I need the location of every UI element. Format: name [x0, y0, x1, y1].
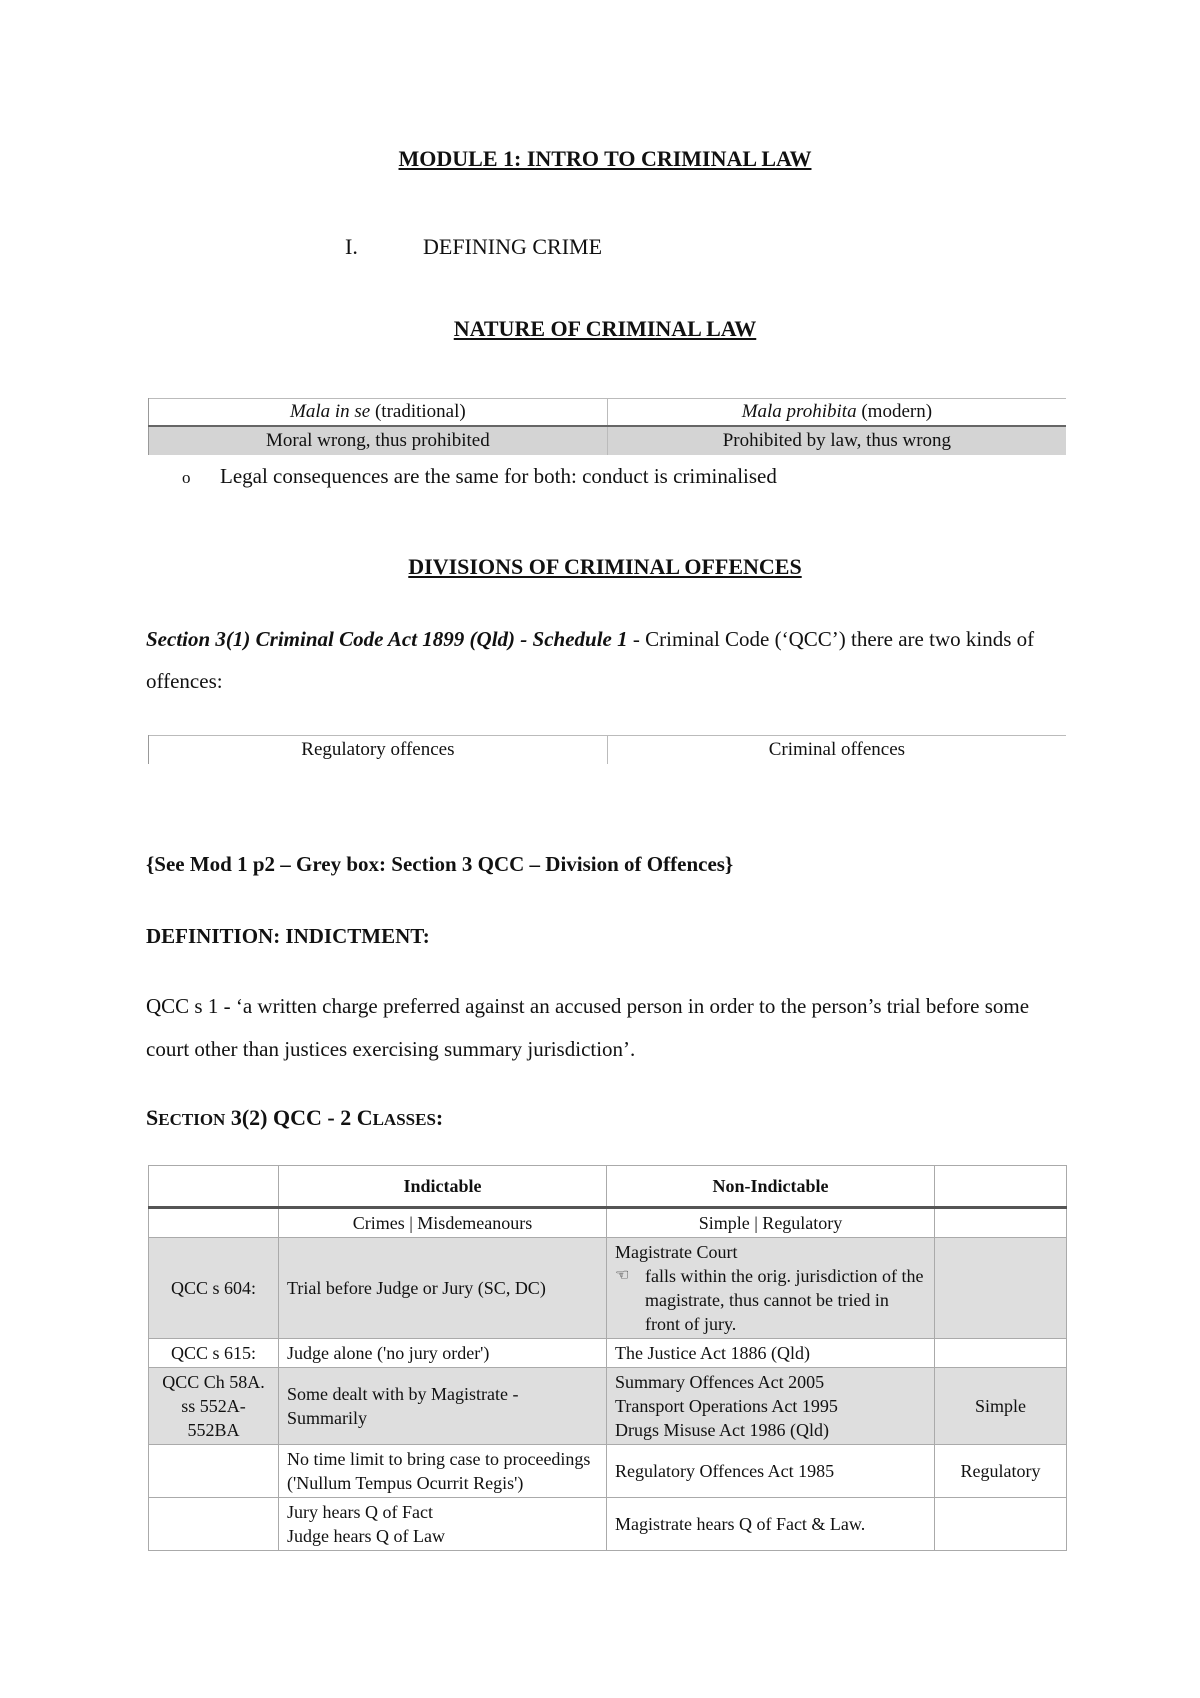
class-cell: [935, 1498, 1067, 1551]
regulatory-offences-cell: Regulatory offences: [149, 736, 608, 765]
non-indictable-cell: Magistrate Court ☜ falls within the orig. jurisdiction of the magistrate, thus cannot be tried in front of jury.: [607, 1238, 935, 1339]
non-indictable-cell: Magistrate hears Q of Fact & Law.: [607, 1498, 935, 1551]
section-label: DEFINING CRIME: [423, 234, 603, 259]
table-row: [149, 1339, 1067, 1368]
ref-cell: [149, 1445, 279, 1498]
ref-cell: [149, 1498, 279, 1551]
ref-cell: QCC Ch 58A. ss 552A-552BA: [149, 1368, 279, 1445]
non-indictable-cell: Regulatory Offences Act 1985: [607, 1445, 935, 1498]
class-cell: [935, 1238, 1067, 1339]
nature-heading: NATURE OF CRIMINAL LAW: [453, 316, 757, 341]
indictable-sub: Crimes | Misdemeanours: [279, 1208, 607, 1238]
bullet-mark: o: [182, 468, 191, 487]
indictable-cell: Trial before Judge or Jury (SC, DC): [279, 1238, 607, 1339]
table-row: [149, 1368, 1067, 1445]
non-indictable-header: Non-Indictable: [607, 1166, 935, 1208]
indictable-cell: Some dealt with by Magistrate - Summarily: [279, 1368, 607, 1445]
mala-prohibita-header: Mala prohibita (modern): [607, 399, 1066, 427]
page-title: MODULE 1: INTRO TO CRIMINAL LAW: [398, 146, 812, 171]
section-number: I.: [345, 234, 358, 259]
section-3-citation: Section 3(1) Criminal Code Act 1899 (Qld) - Schedule 1: [146, 627, 628, 651]
non-indictable-cell: Summary Offences Act 2005 Transport Operations Act 1995 Drugs Misuse Act 1986 (Qld): [607, 1368, 935, 1445]
class-cell: [935, 1339, 1067, 1368]
definition-text: QCC s 1 - ‘a written charge preferred against an accused person in order to the person’s trial before some court other than justices exercising summary jurisdiction’.: [146, 994, 1030, 1061]
classes-header-row: [149, 1166, 1067, 1208]
see-mod-note: {See Mod 1 p2 – Grey box: Section 3 QCC – Division of Offences}: [146, 852, 734, 876]
classes-sub-row: [149, 1208, 1067, 1238]
bullet-text: Legal consequences are the same for both: conduct is criminalised: [220, 464, 777, 488]
mala-in-se-header: Mala in se (traditional): [149, 399, 608, 427]
pointing-hand-icon: ☜: [615, 1267, 630, 1284]
ref-cell: QCC s 615:: [149, 1339, 279, 1368]
section-3-paragraph: [146, 618, 1066, 702]
section-3-text: - Criminal Code (‘QCC’) there are two kinds of offences:: [146, 627, 1035, 693]
class-cell: Simple: [935, 1368, 1067, 1445]
non-indictable-cell: The Justice Act 1886 (Qld): [607, 1339, 935, 1368]
offence-kinds-table: [148, 735, 1066, 764]
non-indictable-sub: Simple | Regulatory: [607, 1208, 935, 1238]
classes-table: [148, 1165, 1067, 1551]
indictable-cell: No time limit to bring case to proceedings ('Nullum Tempus Ocurrit Regis'): [279, 1445, 607, 1498]
indictable-header: Indictable: [279, 1166, 607, 1208]
mala-table: [148, 398, 1066, 455]
bullet-item: [182, 464, 777, 489]
classes-heading: SECTION 3(2) QCC - 2 CLASSES:: [146, 1105, 444, 1130]
table-row: [149, 1238, 1067, 1339]
ref-cell: QCC s 604:: [149, 1238, 279, 1339]
mala-in-se-cell: Moral wrong, thus prohibited: [149, 426, 608, 455]
criminal-offences-cell: Criminal offences: [768, 739, 906, 760]
indictable-cell: Judge alone ('no jury order'): [279, 1339, 607, 1368]
section-heading: [345, 234, 602, 260]
indictable-cell: Jury hears Q of Fact Judge hears Q of Law: [279, 1498, 607, 1551]
definition-heading: DEFINITION: INDICTMENT:: [146, 924, 430, 948]
table-row: [149, 1498, 1067, 1551]
table-row: [149, 1445, 1067, 1498]
mala-prohibita-cell: Prohibited by law, thus wrong: [607, 426, 1066, 455]
class-cell: Regulatory: [935, 1445, 1067, 1498]
divisions-heading: DIVISIONS OF CRIMINAL OFFENCES: [408, 554, 802, 579]
